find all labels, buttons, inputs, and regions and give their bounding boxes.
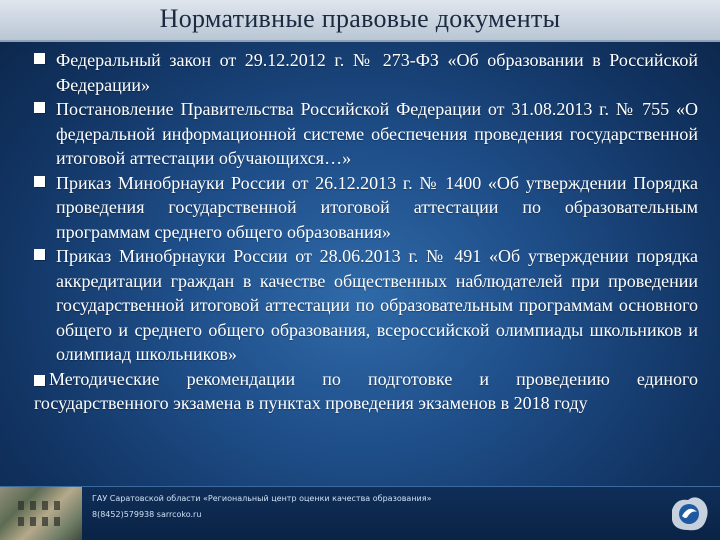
title-bar: [0, 0, 720, 42]
rcoko-logo-icon: [666, 490, 712, 536]
list-item: [34, 171, 698, 245]
square-bullet-icon: [34, 249, 45, 260]
list-item: [34, 97, 698, 171]
list-item-text: Федеральный закон от 29.12.2012 г. № 273-ФЗ «Об образовании в Российской Федерации»: [56, 50, 698, 95]
list-item: [34, 244, 698, 367]
building-photo: [0, 487, 82, 540]
document-list: [34, 48, 698, 416]
list-item-text: Приказ Минобрнауки России от 26.12.2013 г. № 1400 «Об утверждении Порядка проведения государственной итоговой аттестации по образовательным программам среднего общего образования»: [56, 172, 698, 242]
list-item-text: Методические рекомендации по подготовке и проведению единого государственного экзамена в пунктах проведения экзаменов в 2018 году: [34, 368, 698, 413]
list-item: [34, 48, 698, 97]
list-item: [34, 367, 698, 416]
square-bullet-icon: [34, 102, 45, 113]
square-bullet-icon: [34, 375, 45, 386]
square-bullet-icon: [34, 53, 45, 64]
footer-organization: ГАУ Саратовской области «Региональный центр оценки качества образования»: [92, 494, 432, 503]
page-title: Нормативные правовые документы: [159, 4, 561, 33]
square-bullet-icon: [34, 176, 45, 187]
footer: [0, 486, 720, 540]
list-item-text: Приказ Минобрнауки России от 28.06.2013 г. № 491 «Об утверждении порядка аккредитации граждан в качестве общественных наблюдателей при проведении государственной итоговой аттестации по образовательным программам основного общего и среднего общего образования, всероссийской олимпиады школьников и олимпиад школьников»: [56, 246, 698, 364]
list-item-text: Постановление Правительства Российской Федерации от 31.08.2013 г. № 755 «О федеральной информационной системе обеспечения проведения государственной итоговой аттестации обучающихся…»: [56, 99, 698, 168]
footer-contacts: 8(8452)579938 sarrcoko.ru: [92, 510, 202, 519]
